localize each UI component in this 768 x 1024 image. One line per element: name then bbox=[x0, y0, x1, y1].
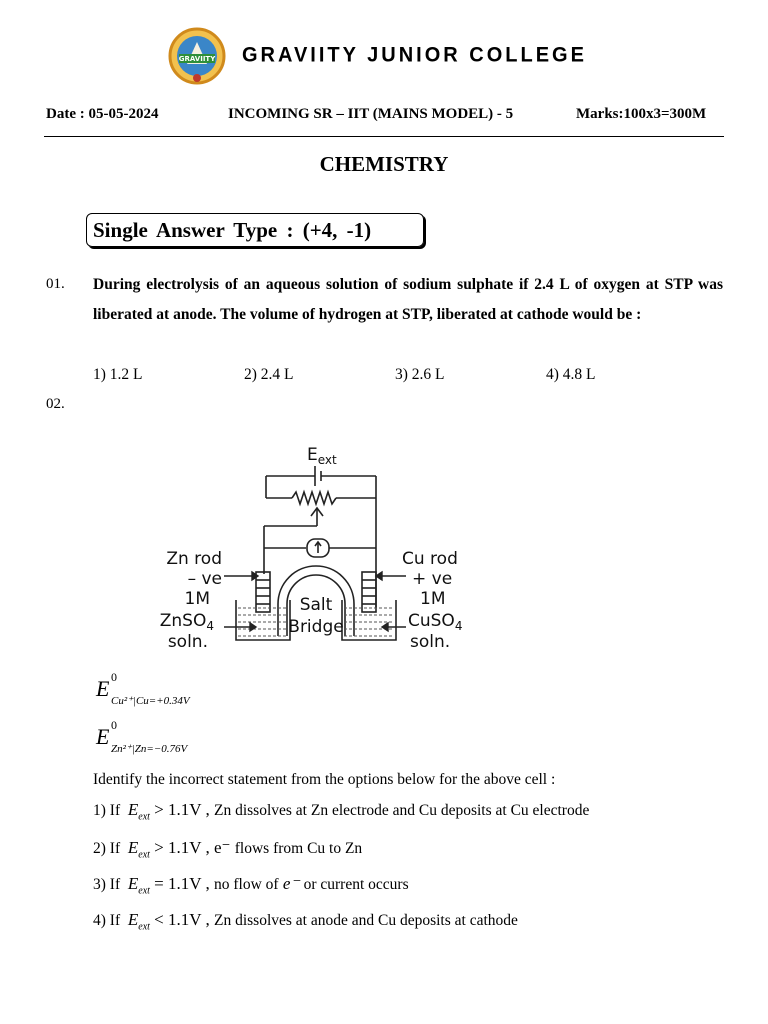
option-2[interactable]: 2) 2.4 L bbox=[244, 366, 294, 383]
section-title: Single Answer Type : (+4, -1) bbox=[93, 218, 372, 242]
question-prompt: Identify the incorrect statement from the options below for the above cell : bbox=[93, 771, 556, 788]
electrode-potential-zn: E 0 Zn²⁺|Zn=−0.76V bbox=[96, 718, 188, 755]
eext-label: E bbox=[307, 445, 318, 465]
svg-text:CuSO4 bbox=[408, 611, 462, 633]
cu-rod-label: Cu rod bbox=[402, 549, 458, 569]
cu-soln2-label: soln. bbox=[410, 632, 451, 652]
cu-conc-label: 1M bbox=[420, 589, 446, 609]
eext-sub: ext bbox=[317, 453, 337, 467]
zn-soln-label: ZnSO bbox=[159, 611, 207, 631]
svg-text:Eext bbox=[307, 445, 337, 467]
header-divider bbox=[44, 136, 724, 137]
option-4[interactable]: 4) If $E_{ext} < 1.1V$ , Zn dissolves at anode and Cu deposits at cathode bbox=[93, 910, 518, 933]
question-number: 02. bbox=[46, 396, 65, 412]
option-2[interactable]: 2) If $E_{ext} > 1.1V$ , e⁻ flows from Cu to Zn bbox=[93, 838, 363, 861]
option-3[interactable]: 3) If $E_{ext} = 1.1V$ , no flow of e⁻ or current occurs bbox=[93, 874, 409, 897]
zn-rod-label: Zn rod bbox=[166, 549, 222, 569]
option-1[interactable]: 1) If $E_{ext} > 1.1V$ , Zn dissolves at Zn electrode and Cu deposits at Cu electrode bbox=[93, 800, 590, 823]
cell-diagram-svg bbox=[150, 436, 480, 658]
option-4[interactable]: 4) 4.8 L bbox=[546, 366, 596, 383]
electrochemical-cell-diagram bbox=[150, 436, 480, 658]
zn-soln2-label: soln. bbox=[167, 632, 208, 652]
question-text: During electrolysis of an aqueous solution of sodium sulphate if 2.4 L of oxygen at STP was liberated at anode. The volume of hydrogen at STP, liberated at cathode would be : bbox=[93, 276, 723, 323]
exam-marks: Marks:100x3=300M bbox=[576, 106, 707, 122]
college-name: GRAVIITY JUNIOR COLLEGE bbox=[242, 43, 587, 67]
cu-soln-label: CuSO bbox=[408, 611, 455, 631]
cu-soln-sub: 4 bbox=[454, 619, 463, 633]
exam-title: INCOMING SR – IIT (MAINS MODEL) - 5 bbox=[228, 106, 514, 122]
salt-label: Salt bbox=[299, 595, 333, 615]
college-logo bbox=[165, 26, 229, 86]
option-1[interactable]: 1) 1.2 L bbox=[93, 366, 143, 383]
bridge-label: Bridge bbox=[288, 617, 344, 637]
zn-conc-label: 1M bbox=[184, 589, 210, 609]
svg-text:ZnSO4 bbox=[160, 611, 214, 633]
exam-date: Date : 05-05-2024 bbox=[46, 106, 159, 122]
subject-title: CHEMISTRY bbox=[319, 152, 449, 176]
option-3[interactable]: 3) 2.6 L bbox=[395, 366, 445, 383]
section-title-box bbox=[86, 213, 424, 247]
cu-sign-label: + ve bbox=[412, 569, 453, 589]
question-number: 01. bbox=[46, 276, 65, 292]
zn-soln-sub: 4 bbox=[206, 619, 214, 633]
electrode-potential-cu: E 0 Cu²⁺|Cu=+0.34V bbox=[96, 670, 190, 707]
logo-text: GRAVIITY bbox=[178, 55, 216, 63]
zn-sign-label: – ve bbox=[187, 569, 222, 589]
